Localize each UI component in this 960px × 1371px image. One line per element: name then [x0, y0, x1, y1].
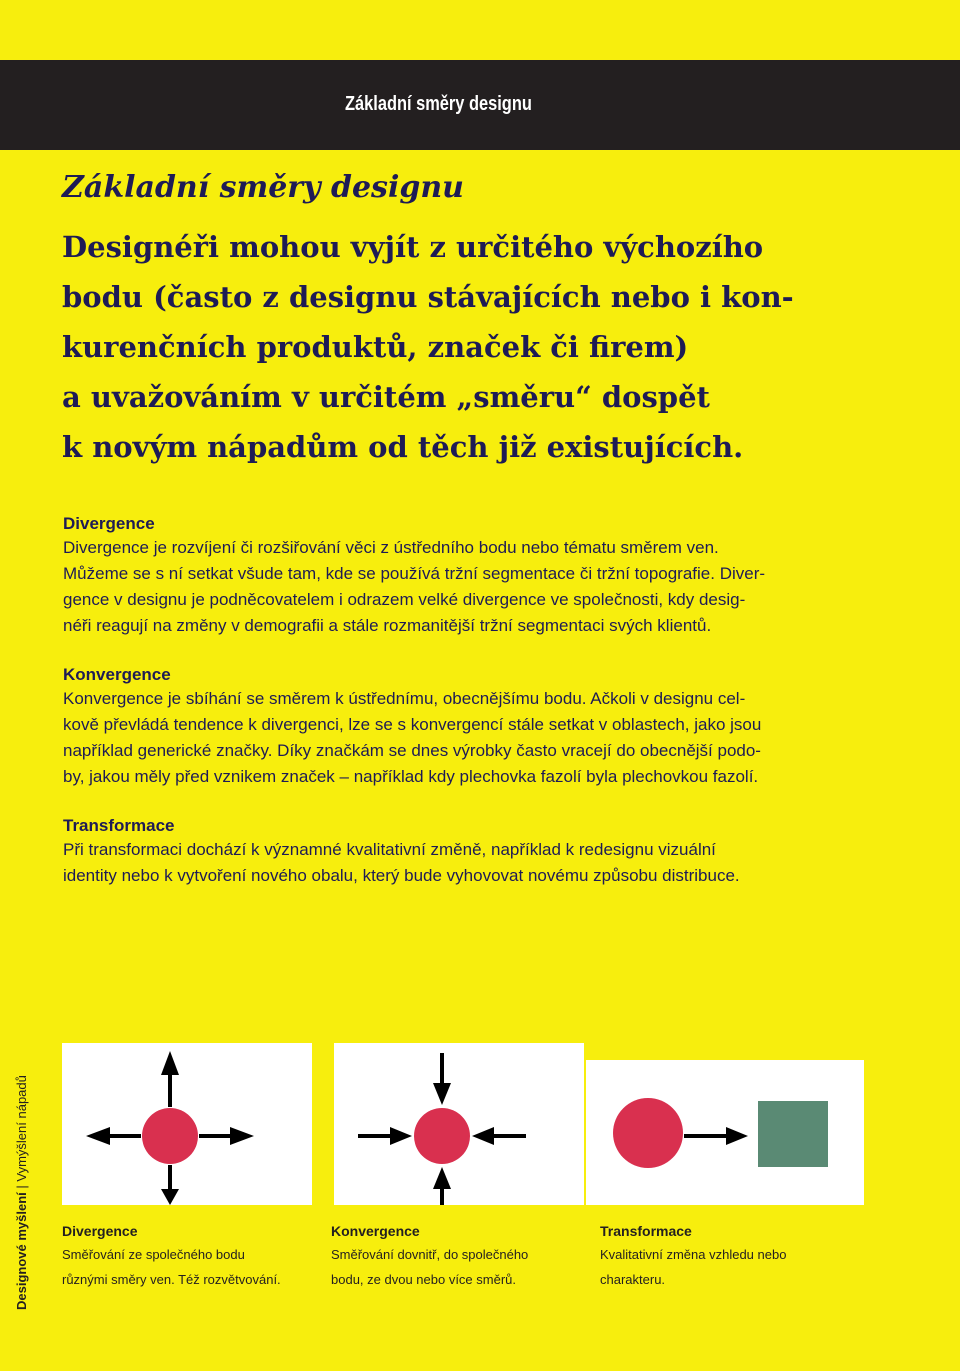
- side-label-separator: |: [14, 1181, 29, 1193]
- paragraph-line: Můžeme se s ní setkat všude tam, kde se používá tržní segmentace či tržní topografie. Diver-: [63, 564, 766, 583]
- header-title: Základní směry designu: [345, 93, 532, 115]
- diagram-konvergence-panel: [334, 1043, 584, 1205]
- section-transformace: [63, 815, 853, 889]
- caption-line: charakteru.: [600, 1272, 666, 1287]
- caption-line: různými směry ven. Též rozvětvování.: [62, 1272, 281, 1287]
- section-heading: Transformace: [63, 816, 175, 835]
- paragraph-line: gence v designu je podněcovatelem i odrazem velké divergence ve společnosti, kdy desig-: [63, 590, 746, 609]
- hero-line: kurenčních produktů, značek či firem): [62, 330, 689, 364]
- section-heading: Divergence: [63, 514, 155, 533]
- caption-konvergence: [331, 1220, 591, 1292]
- hero-line: k novým nápadům od těch již existujících.: [62, 430, 744, 464]
- paragraph-line: Konvergence je sbíhání se směrem k ústřednímu, obecnějšímu bodu. Ačkoli v designu cel-: [63, 689, 746, 708]
- transform-circle: [613, 1098, 683, 1168]
- paragraph-line: by, jakou měly před vznikem značek – například kdy plechovka fazolí byla plechovkou fazolí.: [63, 767, 759, 786]
- paragraph-line: například generické značky. Díky značkám se dnes výrobky často vracejí do obecnější podo-: [63, 741, 761, 760]
- paragraph-line: kově převládá tendence k divergenci, lze se s konvergencí stále setkat v oblastech, jako jsou: [63, 715, 762, 734]
- paragraph-line: Divergence je rozvíjení či rozšiřování věci z ústředního bodu nebo tématu směrem ven.: [63, 538, 719, 557]
- paragraph-line: identity nebo k vytvoření nového obalu, který bude vyhovovat novému způsobu distribuce.: [63, 866, 740, 885]
- caption-line: bodu, ze dvou nebo více směrů.: [331, 1272, 517, 1287]
- hero-line: a uvažováním v určitém „směru“ dospět: [62, 380, 710, 414]
- konvergence-diagram: [334, 1043, 584, 1205]
- caption-line: Směřování ze společného bodu: [62, 1247, 245, 1262]
- divergence-diagram: [62, 1043, 312, 1205]
- caption-title: Konvergence: [331, 1223, 420, 1239]
- caption-title: Transformace: [600, 1223, 692, 1239]
- caption-transformace: [600, 1220, 860, 1292]
- center-circle: [142, 1108, 198, 1164]
- diagram-divergence-panel: [62, 1043, 312, 1205]
- side-label-rest: Vymýšlení nápadů: [14, 1075, 29, 1182]
- paragraph-line: Při transformaci dochází k významné kvalitativní změně, například k redesignu vizuální: [63, 840, 716, 859]
- section-divergence: [63, 513, 853, 639]
- caption-line: Směřování dovnitř, do společného: [331, 1247, 529, 1262]
- paragraph-line: néři reagují na změny v demografii a stále rozmanitější tržní segmentaci svých klientů.: [63, 616, 712, 635]
- caption-title: Divergence: [62, 1223, 138, 1239]
- hero-intro: [62, 222, 862, 472]
- page-title: Základní směry designu: [62, 170, 464, 205]
- caption-divergence: [62, 1220, 322, 1292]
- center-circle: [414, 1108, 470, 1164]
- side-running-label: [14, 1075, 29, 1310]
- caption-line: Kvalitativní změna vzhledu nebo: [600, 1247, 787, 1262]
- transformace-diagram: [586, 1060, 864, 1205]
- hero-line: bodu (často z designu stávajících nebo i kon-: [62, 280, 794, 314]
- section-konvergence: [63, 664, 853, 790]
- side-label-bold: Designové myšlení: [14, 1192, 29, 1310]
- transform-square: [758, 1101, 828, 1167]
- hero-line: Designéři mohou vyjít z určitého výchozího: [62, 230, 764, 264]
- diagram-transformace-panel: [586, 1060, 864, 1205]
- section-heading: Konvergence: [63, 665, 171, 684]
